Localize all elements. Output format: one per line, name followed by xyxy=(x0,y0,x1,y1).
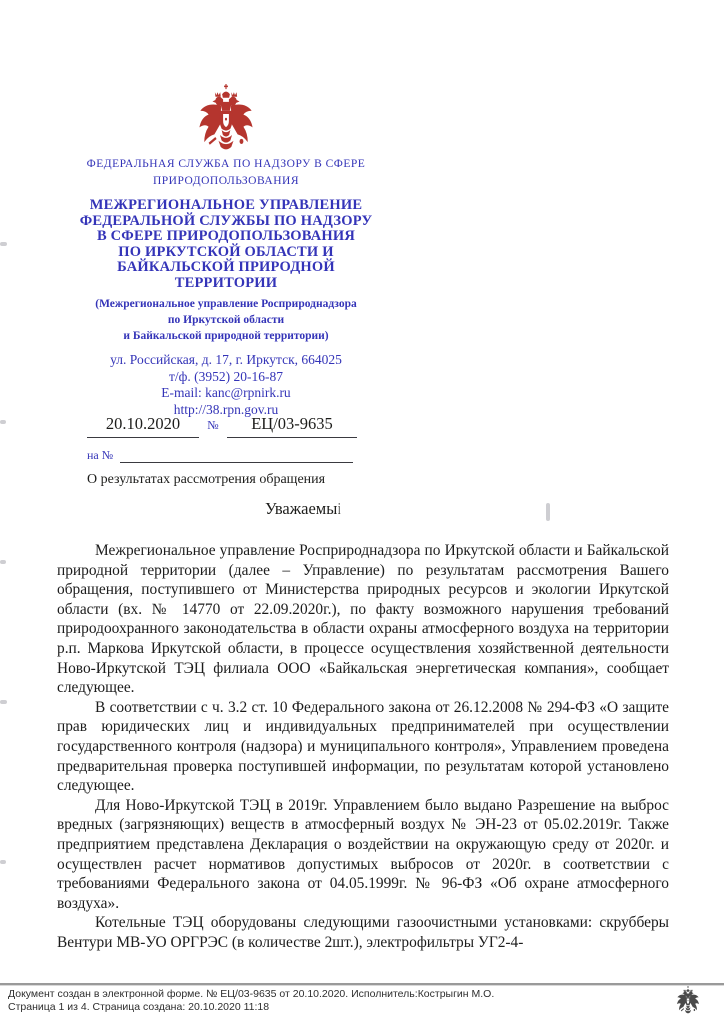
scan-artifact xyxy=(0,420,6,424)
letter-date: 20.10.2020 xyxy=(87,414,199,438)
scan-artifact xyxy=(0,860,6,864)
organization-subtitle-line: (Межрегиональное управление Росприроднадзора xyxy=(95,298,357,310)
agency-name-line: ПРИРОДОПОЛЬЗОВАНИЯ xyxy=(152,175,300,187)
organization-subtitle-line: и Байкальской природной территории) xyxy=(123,330,329,342)
scan-artifact xyxy=(0,560,6,564)
salutation-text: Уважаемы xyxy=(265,499,338,518)
agency-name-line: ФЕДЕРАЛЬНАЯ СЛУЖБА ПО НАДЗОРУ В СФЕРЕ xyxy=(86,158,366,170)
body-paragraph: Межрегиональное управление Росприроднадзора по Иркутской области и Байкальской природной территории (далее – Управление) по результатам рассмотрения Вашего обращения, поступившего от Министерства природных ресурсов и экологии Иркутской области (вх. № 14770 от 22.09.2020г.), по факту возможного нарушения требований природоохранного законодательства в области охраны атмосферного воздуха на территории р.п. Маркова Иркутской области, в процессе осуществления хозяйственной деятельности Ново-Иркутской ТЭЦ филиала ООО «Байкальская энергетическая компания», сообщает следующее. xyxy=(57,542,669,697)
scan-artifact xyxy=(0,242,7,246)
letterhead xyxy=(40,84,412,418)
street-address: ул. Российская, д. 17, г. Иркутск, 664025 xyxy=(110,352,342,367)
salutation xyxy=(265,499,342,519)
coat-of-arms-eagle-icon xyxy=(197,84,255,151)
organization-title-line: МЕЖРЕГИОНАЛЬНОЕ УПРАВЛЕНИЕ xyxy=(89,197,363,213)
salutation-redacted-remnant: і xyxy=(338,499,341,518)
reply-to-label: на № xyxy=(87,448,114,462)
organization-subtitle xyxy=(40,296,412,344)
body-paragraph: Для Ново-Иркутской ТЭЦ в 2019г. Управлением было выдано Разрешение на выброс вредных (загрязняющих) веществ в атмосферный воздух № ЭН-23 от 05.02.2019г. Также предприятием представлена Декларация о воздействии на окружающую среду от 2020г. и осуществлен расчет нормативов допустимых выбросов от 2020г. в соответствии с требованиями Федерального закона от 04.05.1999г. № 96-ФЗ «Об охране атмосферного воздуха». xyxy=(57,796,669,912)
organization-title-line: ТЕРРИТОРИИ xyxy=(174,274,278,291)
footer-page-info: Страница 1 из 4. Страница создана: 20.10.2020 11:18 xyxy=(8,1001,270,1013)
footer-info xyxy=(8,988,608,1014)
body-paragraph: В соответствии с ч. 3.2 ст. 10 Федерального закона от 26.12.2008 № 294-ФЗ «О защите прав юридических лиц и индивидуальных предпринимателей при осуществлении государственного контроля (надзора) и муниципального контроля», Управлением проведена предварительная проверка поступившей информации, по результатам которой установлено следующее. xyxy=(57,698,669,795)
footer-eagle-stamp-icon xyxy=(676,986,700,1014)
organization-title xyxy=(40,198,412,291)
footer-divider xyxy=(0,983,724,985)
agency-name xyxy=(40,156,412,190)
letter-number: ЕЦ/03-9635 xyxy=(227,414,357,438)
organization-subtitle-line: по Иркутской области xyxy=(167,314,285,326)
website-url: http://38.rpn.gov.ru xyxy=(173,401,279,417)
body-paragraph: Котельные ТЭЦ оборудованы следующими газоочистными установками: скрубберы Вентури МВ-УО ОРГРЭС (в количестве 2шт.), электрофильтры УГ2-4- xyxy=(57,914,669,951)
number-sign: № xyxy=(207,418,219,432)
letter-body xyxy=(57,541,669,952)
organization-title-line: ФЕДЕРАЛЬНОЙ СЛУЖБЫ ПО НАДЗОРУ xyxy=(79,212,373,229)
contact-address-block xyxy=(40,352,412,418)
scan-artifact xyxy=(0,700,7,704)
reply-to-row xyxy=(87,448,353,463)
email-address: E-mail: kanc@rpnirk.ru xyxy=(161,385,291,400)
phone-fax: т/ф. (3952) 20-16-87 xyxy=(168,368,283,384)
reference-row xyxy=(87,414,367,438)
organization-title-line: ПО ИРКУТСКОЙ ОБЛАСТИ И xyxy=(118,243,334,260)
reply-to-blank-line xyxy=(120,448,353,463)
scan-artifact xyxy=(546,503,550,521)
footer-document-info: Документ создан в электронной форме. № ЕЦ/03-9635 от 20.10.2020. Исполнитель:Кострыгин М.О. xyxy=(8,988,495,1000)
letter-subject: О результатах рассмотрения обращения xyxy=(87,472,326,487)
organization-title-line: БАЙКАЛЬСКОЙ ПРИРОДНОЙ xyxy=(117,259,335,275)
organization-title-line: В СФЕРЕ ПРИРОДОПОЛЬЗОВАНИЯ xyxy=(96,228,356,244)
